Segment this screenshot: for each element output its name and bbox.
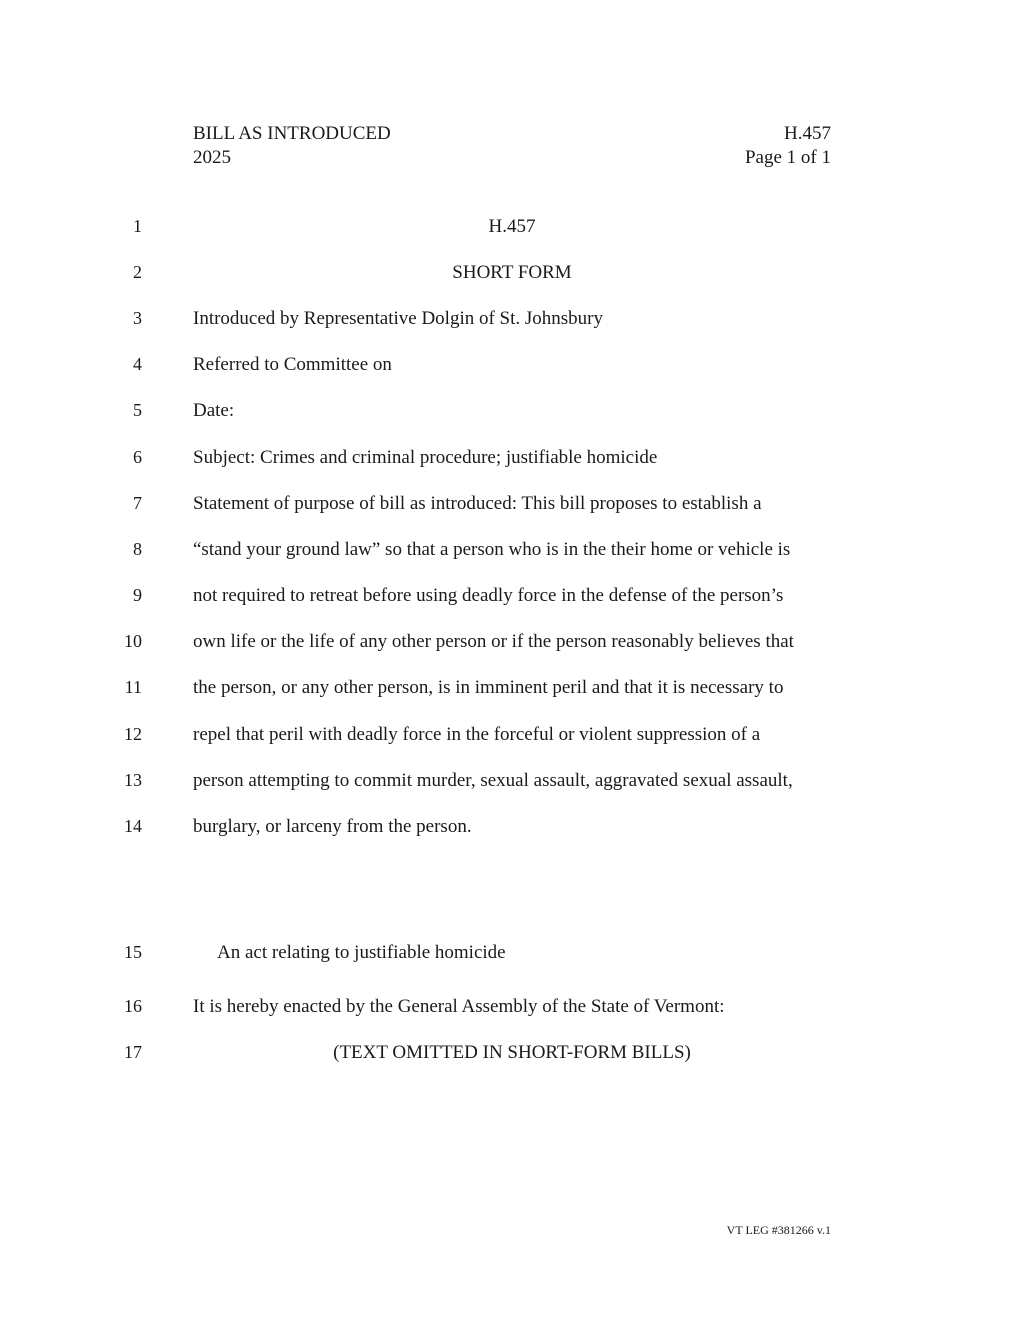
line-number: 1 <box>133 216 142 236</box>
subject-line: Subject: Crimes and criminal procedure; justifiable homicide <box>193 447 658 468</box>
line-number: 11 <box>124 677 142 697</box>
statement-line: Statement of purpose of bill as introduced: This bill proposes to establish a <box>193 493 762 514</box>
page-indicator: Page 1 of 1 <box>744 147 831 168</box>
statement-line: not required to retreat before using deadly force in the defense of the person’s <box>193 585 784 606</box>
bill-status: BILL AS INTRODUCED <box>193 123 391 144</box>
line-number: 16 <box>124 996 142 1016</box>
enacting-clause: It is hereby enacted by the General Assembly of the State of Vermont: <box>193 996 725 1017</box>
bill-number: H.457 <box>784 123 831 144</box>
statement-line: “stand your ground law” so that a person who is in the their home or vehicle is <box>193 539 791 560</box>
referred-to: Referred to Committee on <box>193 354 392 375</box>
document-id-footer: VT LEG #381266 v.1 <box>726 1223 831 1237</box>
line-number: 8 <box>133 539 142 559</box>
line-number: 13 <box>124 770 142 790</box>
line-number: 9 <box>133 585 142 605</box>
bill-title-number: H.457 <box>488 216 536 237</box>
line-number: 6 <box>133 447 142 467</box>
line-number: 5 <box>133 400 142 420</box>
short-form-label: SHORT FORM <box>452 262 572 283</box>
statement-line: own life or the life of any other person or if the person reasonably believes that <box>193 631 794 652</box>
statement-line: burglary, or larceny from the person. <box>193 816 472 837</box>
date-line: Date: <box>193 400 235 421</box>
statement-line: the person, or any other person, is in imminent peril and that it is necessary to <box>193 677 784 698</box>
act-title: An act relating to justifiable homicide <box>217 942 506 963</box>
line-number: 4 <box>133 354 142 374</box>
bill-year: 2025 <box>193 147 231 168</box>
line-number: 10 <box>124 631 142 651</box>
line-number: 15 <box>124 942 142 962</box>
introduced-by: Introduced by Representative Dolgin of St. Johnsbury <box>193 308 604 329</box>
line-number: 17 <box>124 1042 142 1062</box>
line-number: 12 <box>124 724 142 744</box>
text-omitted-notice: (TEXT OMITTED IN SHORT-FORM BILLS) <box>333 1042 691 1063</box>
line-number: 2 <box>133 262 142 282</box>
statement-line: repel that peril with deadly force in the forceful or violent suppression of a <box>193 724 761 745</box>
line-number: 3 <box>133 308 142 328</box>
line-number: 7 <box>133 493 142 513</box>
statement-line: person attempting to commit murder, sexual assault, aggravated sexual assault, <box>193 770 793 791</box>
line-number: 14 <box>124 816 142 836</box>
